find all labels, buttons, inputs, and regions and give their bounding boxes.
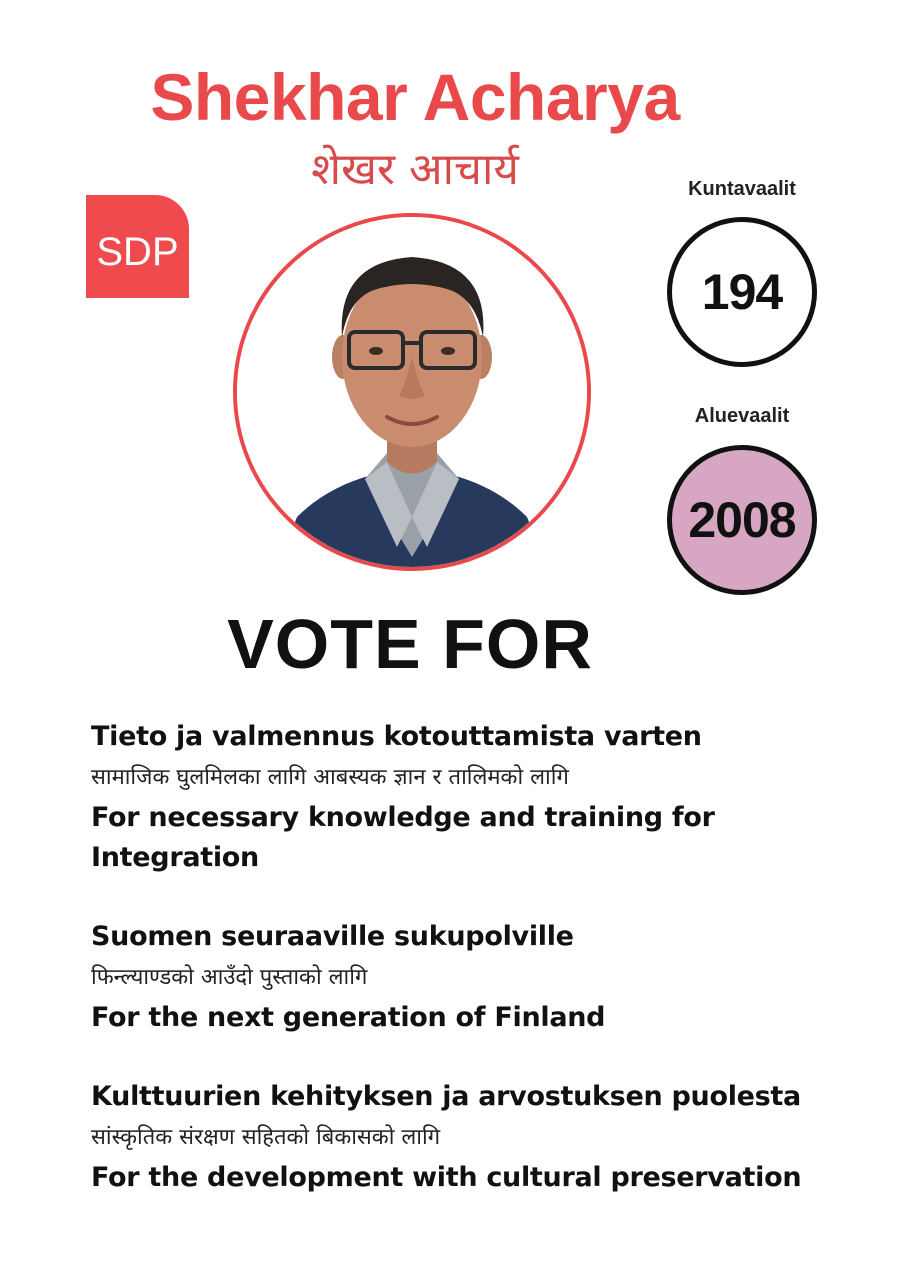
- sdp-logo-text: SDP: [96, 230, 179, 274]
- point-english: For the development with cultural preservation: [91, 1162, 802, 1193]
- campaign-points: [91, 717, 881, 1198]
- point-nepali: सामाजिक घुलमिलका लागि आबस्यक ज्ञान र तालिमको लागि: [91, 765, 569, 790]
- point-finnish: Tieto ja valmennus kotouttamista varten: [91, 721, 702, 752]
- candidate-name-nepali: शेखर आचार्य: [311, 144, 519, 195]
- candidate-name: Shekhar Acharya: [150, 60, 680, 134]
- point-english: For the next generation of Finland: [91, 1002, 606, 1033]
- candidate-portrait: [233, 213, 591, 571]
- point-finnish: Kulttuurien kehityksen ja arvostuksen puolesta: [91, 1081, 801, 1112]
- regional-election-label: Aluevaalit: [694, 405, 790, 427]
- sdp-logo: [86, 195, 189, 298]
- regional-candidate-number: 2008: [667, 445, 817, 595]
- candidate-photo-icon: [237, 217, 587, 567]
- municipal-candidate-number: 194: [667, 217, 817, 367]
- campaign-point: [91, 717, 881, 878]
- point-english: For necessary knowledge and training for Integration: [91, 802, 715, 873]
- campaign-point: [91, 917, 881, 1038]
- campaign-point: [91, 1077, 881, 1198]
- municipal-election-label: Kuntavaalit: [688, 178, 796, 200]
- vote-for-headline: VOTE FOR: [227, 605, 593, 683]
- point-nepali: सांस्कृतिक संरक्षण सहितको बिकासको लागि: [91, 1125, 441, 1150]
- point-finnish: Suomen seuraaville sukupolville: [91, 921, 574, 952]
- point-nepali: फिन्ल्याण्डको आउँदो पुस्ताको लागि: [91, 965, 368, 990]
